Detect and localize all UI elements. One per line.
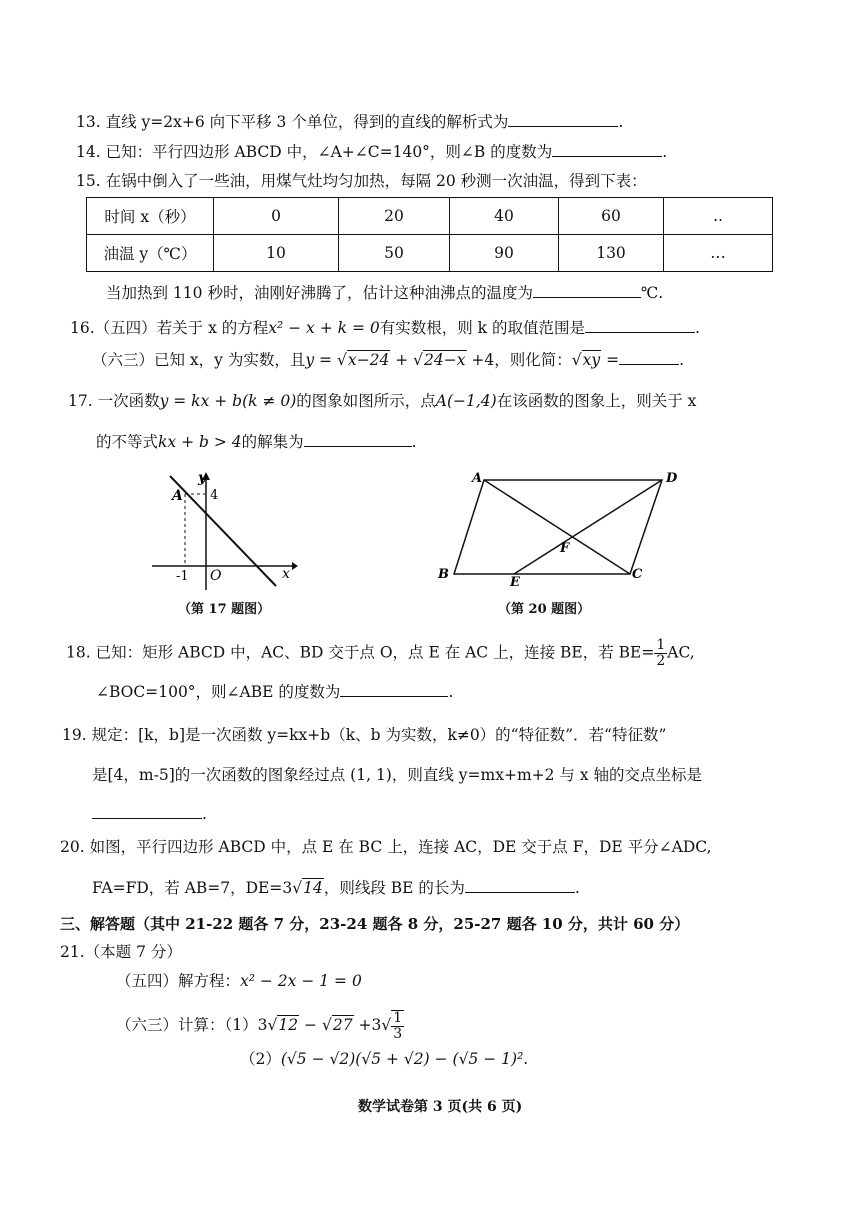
table-cell: .. [664, 198, 773, 235]
origin-label: O [210, 568, 222, 584]
table-cell: 50 [339, 235, 450, 272]
x-axis-label: x [282, 566, 290, 582]
vertex-c-label: C [632, 567, 643, 582]
question-19-line2: 是[4，m-5]的一次函数的图象经过点 (1, 1)，则直线 y=mx+m+2 与 x 轴的交点坐标是 [92, 766, 703, 784]
question-21b1: （六三）计算：（1）3√12 − √27 +3√ $\frac{1}{3}$ [116, 1010, 403, 1042]
question-18-line2: ∠BOC=100°，则∠ABE 的度数为 . [96, 680, 453, 703]
answer-blank-20[interactable] [465, 876, 575, 893]
table-row-temperature [87, 235, 773, 272]
table-cell: 20 [339, 198, 450, 235]
question-13: 13. 直线 y=2x+6 向下平移 3 个单位，得到的直线的解析式为 . [76, 110, 623, 133]
table-cell: 10 [214, 235, 339, 272]
table-cell: 40 [450, 198, 559, 235]
vertex-d-label: D [666, 471, 678, 486]
vertex-a-label: A [472, 471, 483, 486]
answer-blank-16a[interactable] [585, 316, 695, 333]
question-15 [76, 170, 647, 192]
table-cell: 60 [559, 198, 664, 235]
tick-label-4: 4 [210, 488, 219, 503]
point-e-label: E [510, 575, 520, 590]
question-16b: （六三）已知 x，y 为实数，且y = √x−24 + √24−x +4，则化简：√xy = . [92, 348, 684, 371]
table-cell: 0 [214, 198, 339, 235]
question-17-line2: 的不等式kx + b > 4的解集为 . [96, 430, 417, 453]
page-footer: 数学试卷第 3 页(共 6 页) [358, 1099, 523, 1115]
question-15-text: 15. 在锅中倒入了一些油，用煤气灶均匀加热，每隔 20 秒测一次油温，得到下表： [76, 172, 647, 190]
answer-blank-17[interactable] [304, 430, 412, 447]
vertex-b-label: B [438, 567, 449, 582]
figure-17-graph [140, 466, 300, 596]
table-cell: 油温 y（℃） [87, 235, 214, 272]
question-13-text: 13. 直线 y=2x+6 向下平移 3 个单位，得到的直线的解析式为 [76, 113, 509, 131]
fraction-one-half: $\frac{1}{2}$ [656, 637, 666, 669]
question-14: 14. 已知：平行四边形 ABCD 中，∠A+∠C=140°，则∠B 的度数为 . [76, 140, 667, 163]
point-f-label: F [560, 541, 570, 556]
question-21b2: （2）(√5 − √2)(√5 + √2) − (√5 − 1)². [240, 1050, 529, 1068]
figure-20-caption: （第 20 题图） [498, 602, 591, 617]
table-cell: 130 [559, 235, 664, 272]
table-cell: … [664, 235, 773, 272]
tick-label-neg1: -1 [176, 569, 189, 584]
y-axis-label: y [198, 470, 207, 486]
question-18: 18. 已知：矩形 ABCD 中，AC、BD 交于点 O，点 E 在 AC 上，连接 BE，若 BE= $\frac{1}{2}$ AC, [66, 637, 695, 669]
point-a-label: A [172, 488, 183, 504]
fraction-one-third: $\frac{1}{3}$ [393, 1010, 403, 1042]
answer-blank-13[interactable] [508, 110, 618, 127]
answer-blank-19[interactable] [92, 802, 202, 819]
answer-blank-15[interactable] [533, 281, 641, 298]
table-row-time [87, 198, 773, 235]
question-19: 19. 规定：[k，b]是一次函数 y=kx+b（k、b 为实数，k≠0）的“特征数”．若“特征数” [62, 726, 667, 744]
question-14-text: 14. 已知：平行四边形 ABCD 中，∠A+∠C=140°，则∠B 的度数为 [76, 143, 553, 161]
table-cell: 90 [450, 235, 559, 272]
question-21a: （五四）解方程：x² − 2x − 1 = 0 [116, 972, 362, 990]
answer-blank-18[interactable] [340, 680, 448, 697]
question-17: 17. 一次函数y = kx + b(k ≠ 0)的图象如图所示，点A(−1,4)在该函数的图象上，则关于 x [68, 392, 697, 410]
table-cell: 时间 x（秒） [87, 198, 214, 235]
answer-blank-14[interactable] [552, 140, 662, 157]
figure-17-caption: （第 17 题图） [178, 602, 271, 617]
figure-20-parallelogram [430, 466, 690, 590]
question-15-followup: 当加热到 110 秒时，油刚好沸腾了，估计这种油沸点的温度为 ℃. [106, 281, 663, 304]
question-20: 20. 如图，平行四边形 ABCD 中，点 E 在 BC 上，连接 AC，DE 交于点 F，DE 平分∠ADC, [60, 838, 712, 856]
question-21-title: 21.（本题 7 分） [60, 943, 182, 961]
section-3-heading: 三、解答题（其中 21-22 题各 7 分，23-24 题各 8 分，25-27 题各 10 分，共计 60 分） [60, 915, 690, 933]
oil-temperature-table [86, 197, 773, 272]
question-16a: 16.（五四）若关于 x 的方程x² − x + k = 0有实数根，则 k 的取值范围是 . [70, 316, 700, 339]
question-19-line3: . [92, 802, 207, 825]
answer-blank-16b[interactable] [619, 348, 679, 365]
question-20-line2: FA=FD，若 AB=7，DE=3√14，则线段 BE 的长为 . [92, 876, 580, 899]
